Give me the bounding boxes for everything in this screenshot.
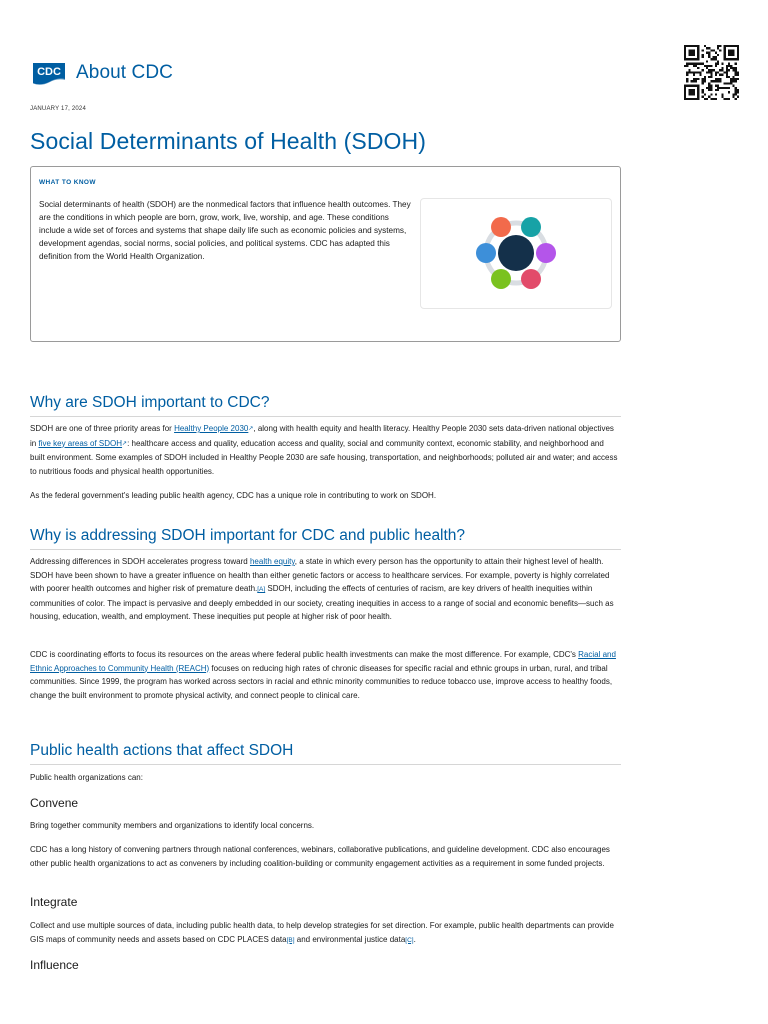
reference-c-link[interactable]: [C] xyxy=(405,936,414,944)
paragraph-convene-2: CDC has a long history of convening partners through national conferences, webinars, collaborative publications, and guideline development. CDC also encourages other public health organizations to act as conveners by including coalition-building or community engagement activities as a requirement in some funded projects. xyxy=(30,845,610,868)
subheading-integrate: Integrate xyxy=(30,895,78,909)
paragraph-convene-1: Bring together community members and organizations to identify local concerns. xyxy=(30,821,315,830)
illustration-circle xyxy=(521,269,541,289)
section-heading-actions: Public health actions that affect SDOH xyxy=(30,742,621,765)
link-reach[interactable]: Racial and Ethnic Approaches to Community Health (REACH) xyxy=(30,650,616,673)
illustration-center xyxy=(498,235,534,271)
subheading-influence: Influence xyxy=(30,958,79,972)
section-heading-why-important: Why are SDOH important to CDC? xyxy=(30,394,621,417)
link-healthy-people-2030[interactable]: Healthy People 2030 xyxy=(174,424,249,433)
what-to-know-box xyxy=(30,166,621,342)
link-five-key-areas[interactable]: five key areas of SDOH xyxy=(38,438,123,448)
external-link-icon: ↗ xyxy=(122,440,128,447)
what-to-know-label: WHAT TO KNOW xyxy=(39,179,96,186)
reference-a-link[interactable]: [A] xyxy=(257,586,266,593)
publish-date: JANUARY 17, 2024 xyxy=(30,106,87,112)
subheading-convene: Convene xyxy=(30,796,79,810)
illustration-circle xyxy=(536,243,556,263)
external-link-icon: ↗ xyxy=(248,426,254,432)
illustration-circle xyxy=(521,217,541,237)
illustration-circle xyxy=(491,217,511,237)
paragraph-integrate-1: Collect and use multiple sources of data, including public health data, to help develop strategies for set direction. For example, public health departments can provide GIS maps of community needs and assets based on CDC PLACES data[B] and environmental justice data[C]. xyxy=(30,921,614,944)
qr-code-icon xyxy=(684,45,739,100)
reference-b-link[interactable]: [B] xyxy=(286,936,295,944)
page-title: Social Determinants of Health (SDOH) xyxy=(30,128,427,154)
illustration-circle xyxy=(491,269,511,289)
cdc-logo[interactable] xyxy=(30,60,68,86)
site-title[interactable]: About CDC xyxy=(76,62,173,83)
paragraph-why-addressing-2: CDC is coordinating efforts to focus its resources on the areas where federal public health investments can make the most difference. For example, CDC's Racial and Ethnic Approaches to Community Health (REACH) focuses on reducing high rates of chronic diseases for specific racial and ethnic groups in urban, rural, and tribal communities. Since 1999, the program has worked across sectors in racial and ethnic minority communities to reduce tobacco use, improve access to healthy foods, change the built environment to promote physical activity, and connect people to clinical care. xyxy=(30,650,616,700)
illustration-circle xyxy=(476,243,496,263)
paragraph-why-addressing-1: Addressing differences in SDOH accelerates progress toward health equity, a state in which every person has the opportunity to attain their highest level of health. SDOH have been shown to have a greater influence on health than either genetic factors or access to healthcare services. For example, poverty is highly correlated with poorer health outcomes and higher risk of premature death.[A] SDOH, including the effects of centuries of racism, are key drivers of health inequities within communities of color. The impact is pervasive and deeply embedded in our society, creating inequities in access to a range of social and economic benefits—such as housing, education, wealth, and employment. These inequities put people at higher risk of poor health. xyxy=(30,557,614,621)
site-header xyxy=(30,60,173,86)
logo-text: CDC xyxy=(37,66,61,78)
paragraph-why-important-1: SDOH are one of three priority areas for Healthy People 2030↗, along with health equity and health literacy. Healthy People 2030 sets data-driven national objectives in five key areas of SDOH↗: healthcare access and quality, education access and quality, social and community context, economic stability, and neighborhood and built environment. Some examples of SDOH included in Healthy People 2030 are safe housing, transportation, and neighborhoods; polluted air and water; and access to nutritious foods and physical health opportunities. xyxy=(30,424,618,476)
paragraph-why-important-2: As the federal government's leading public health agency, CDC has a unique role in contributing to work on SDOH. xyxy=(30,491,437,500)
paragraph-actions-intro: Public health organizations can: xyxy=(30,773,143,782)
what-to-know-text: Social determinants of health (SDOH) are the nonmedical factors that influence health outcomes. They are the conditions in which people are born, grow, work, live, worship, and age. These conditions include a wide set of forces and systems that shape daily life such as economic policies and systems, development agendas, social norms, social policies, and political systems. CDC has adapted this definition from the World Health Organization. xyxy=(39,200,411,261)
link-health-equity[interactable]: health equity xyxy=(249,557,295,566)
section-heading-why-addressing: Why is addressing SDOH important for CDC and public health? xyxy=(30,527,621,550)
sdoh-illustration xyxy=(420,198,612,309)
